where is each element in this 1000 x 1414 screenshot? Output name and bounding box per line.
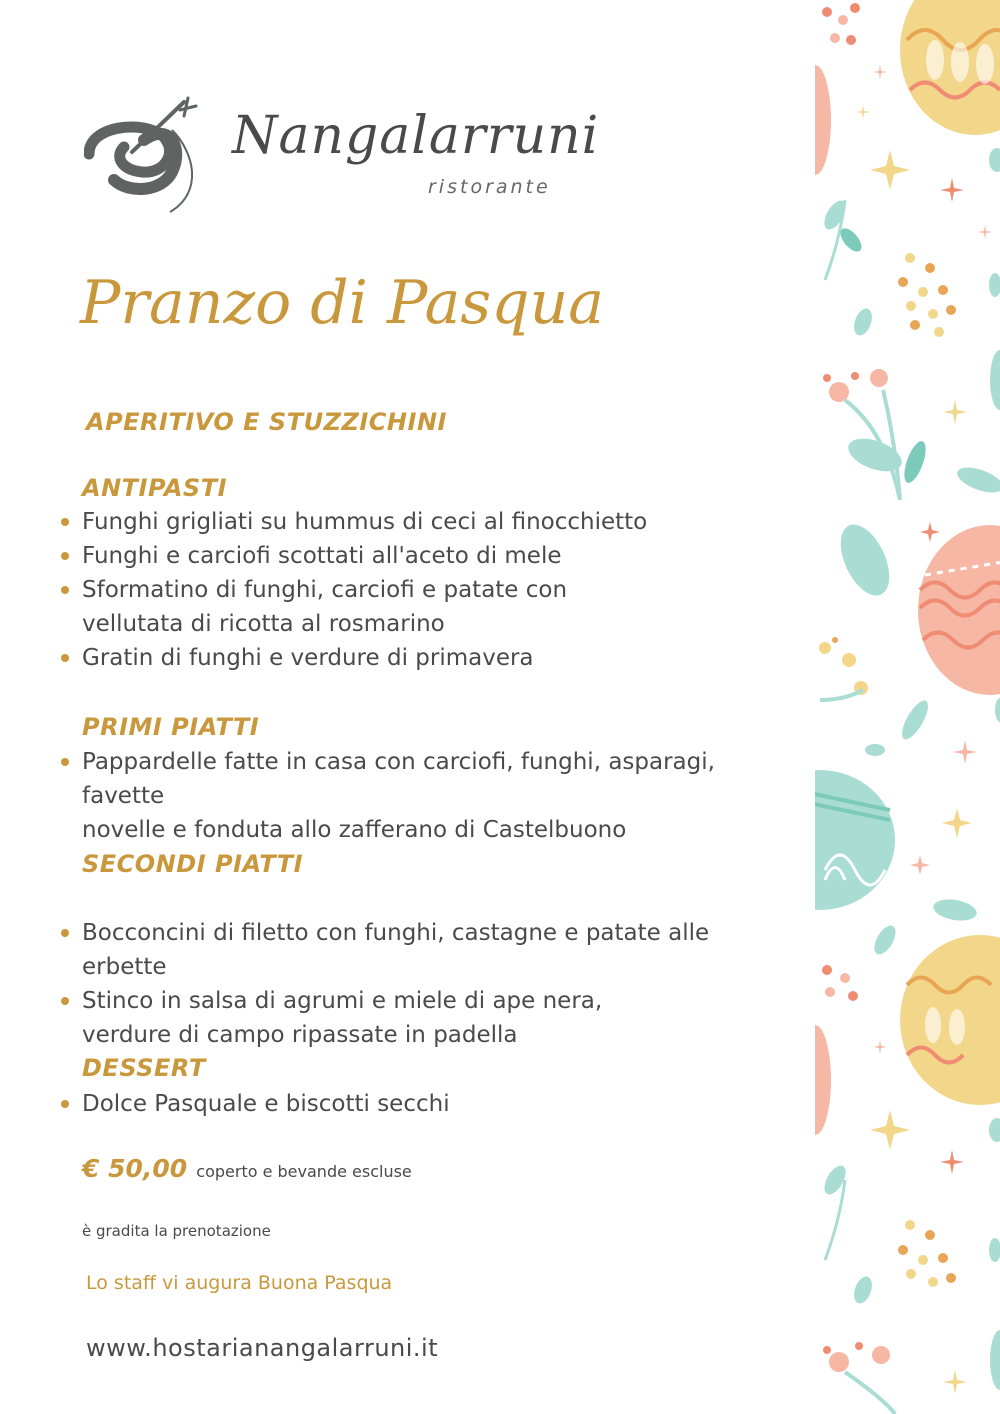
item-text-continued: verdure di campo ripassate in padella	[82, 1022, 518, 1048]
restaurant-logo	[84, 92, 600, 222]
price: € 50,00	[82, 1154, 188, 1183]
easter-pattern-icon	[815, 0, 1000, 1414]
section-heading-secondi: SECONDI PIATTI	[82, 850, 304, 878]
logo-mark-icon	[84, 92, 234, 217]
item-text: Bocconcini di filetto con funghi, castagne e patate alle erbette	[82, 920, 710, 980]
item-text: Dolce Pasquale e biscotti secchi	[82, 1091, 450, 1117]
list-item	[58, 539, 798, 573]
list-item	[58, 984, 798, 1052]
dessert-list	[58, 1087, 798, 1121]
section-heading-aperitivo: APERITIVO E STUZZICHINI	[86, 408, 447, 436]
bullet-icon	[61, 929, 69, 937]
bullet-icon	[61, 758, 69, 766]
list-item	[58, 641, 798, 675]
menu-title: Pranzo di Pasqua	[80, 268, 605, 338]
antipasti-list	[58, 505, 798, 675]
item-text: Stinco in salsa di agrumi e miele di ape nera,	[82, 988, 603, 1014]
section-heading-primi: PRIMI PIATTI	[82, 713, 260, 741]
bullet-icon	[61, 1100, 69, 1108]
brand-name: Nangalarruni	[232, 106, 600, 166]
list-item	[58, 745, 798, 847]
easter-egg-icon	[900, 0, 1000, 135]
easter-egg-icon	[815, 770, 895, 910]
bullet-icon	[61, 997, 69, 1005]
section-heading-antipasti: ANTIPASTI	[82, 474, 228, 502]
bullet-icon	[61, 552, 69, 560]
easter-egg-icon	[900, 935, 1000, 1105]
website-link[interactable]: www.hostarianangalarruni.it	[86, 1334, 439, 1362]
item-text: Funghi grigliati su hummus di ceci al finocchietto	[82, 509, 648, 535]
greeting: Lo staff vi augura Buona Pasqua	[86, 1272, 393, 1294]
item-text-continued: vellutata di ricotta al rosmarino	[82, 611, 445, 637]
bullet-icon	[61, 518, 69, 526]
price-line	[82, 1154, 412, 1183]
list-item	[58, 1087, 798, 1121]
secondi-list	[58, 916, 798, 1052]
bullet-icon	[61, 586, 69, 594]
item-text: Pappardelle fatte in casa con carciofi, funghi, asparagi, favette	[82, 749, 715, 809]
booking-note: è gradita la prenotazione	[82, 1222, 271, 1240]
item-text: Gratin di funghi e verdure di primavera	[82, 645, 534, 671]
list-item	[58, 916, 798, 984]
list-item	[58, 505, 798, 539]
brand-subtitle: ristorante	[428, 176, 551, 198]
bullet-icon	[61, 654, 69, 662]
list-item	[58, 573, 798, 641]
easter-decoration-border	[815, 0, 1000, 1414]
item-text: Sformatino di funghi, carciofi e patate con	[82, 577, 568, 603]
item-text: Funghi e carciofi scottati all'aceto di mele	[82, 543, 562, 569]
section-heading-dessert: DESSERT	[82, 1054, 206, 1082]
price-note: coperto e bevande escluse	[196, 1162, 412, 1181]
item-text-continued: novelle e fonduta allo zafferano di Castelbuono	[82, 817, 627, 843]
primi-list	[58, 745, 798, 847]
easter-egg-icon	[918, 525, 1000, 695]
